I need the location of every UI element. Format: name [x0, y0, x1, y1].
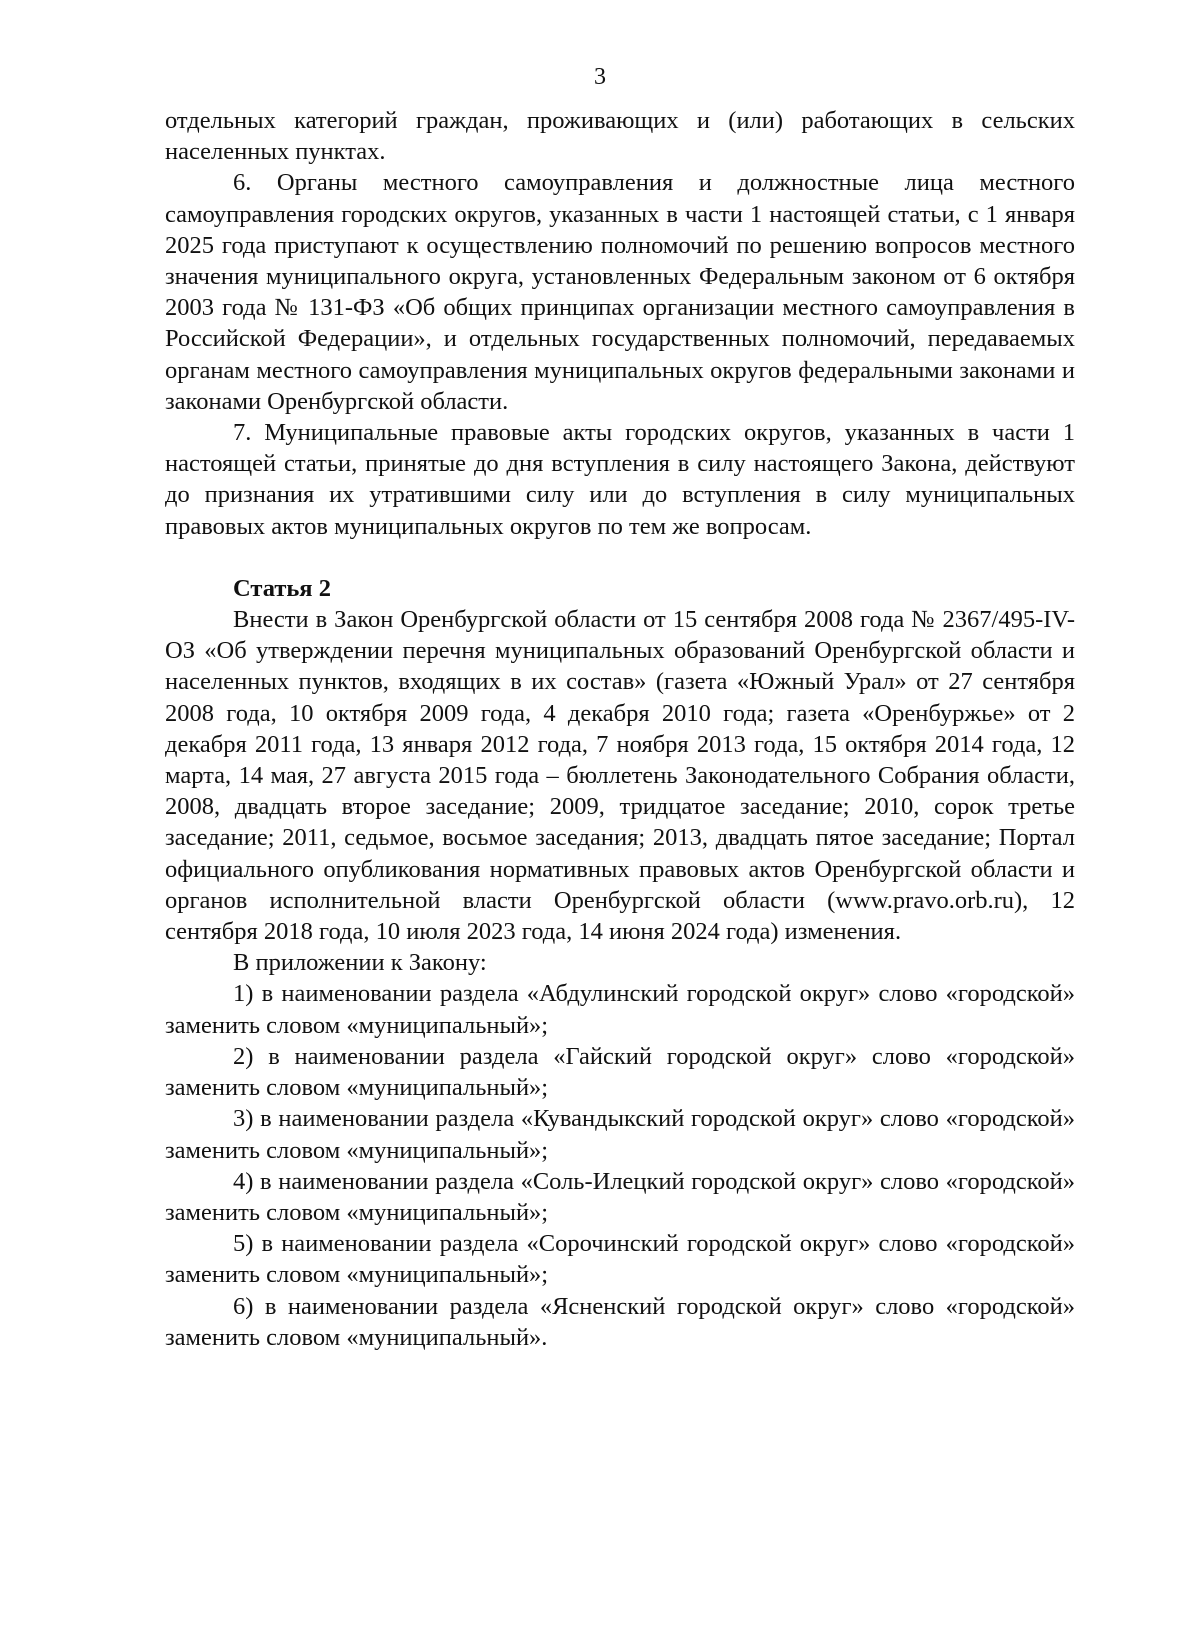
list-item: 2) в наименовании раздела «Гайский городской округ» слово «городской» заменить словом «муниципальный»; — [165, 1042, 1075, 1102]
page-number: 3 — [594, 64, 606, 90]
list-item: 3) в наименовании раздела «Кувандыкский городской округ» слово «городской» заменить словом «муниципальный»; — [165, 1105, 1075, 1164]
paragraph: Внести в Закон Оренбургской области от 15 сентября 2008 года № 2367/495-IV-ОЗ «Об утверждении перечня муниципальных образований Оренбургской области и населенных пунктов, входящих в их состав» (газета «Южный Урал» от 27 сентября 2008 года, 10 октября 2009 года, 4 декабря 2010 года; газета «Оренбуржье» от 2 декабря 2011 года, 13 января 2012 года, 7 ноября 2013 года, 15 октября 2014 года, 12 марта, 14 мая, 27 августа 2015 года – бюллетень Законодательного Собрания области, 2008, двадцать второе заседание; 2009, тридцатое заседание; 2010, сорок третье заседание; 2011, седьмое, восьмое заседания; 2013, двадцать пятое заседание; Портал официального опубликования нормативных правовых актов Оренбургской области и органов исполнительной власти Оренбургской области (www.pravo.orb.ru), 12 сентября 2018 года, 10 июля 2023 года, 14 июня 2024 года) изменения. — [165, 606, 1075, 946]
paragraph: отдельных категорий граждан, проживающих и (или) работающих в сельских населенных пунктах. — [165, 107, 1075, 166]
list-item: 6) в наименовании раздела «Ясненский городской округ» слово «городской» заменить словом «муниципальный». — [165, 1292, 1075, 1351]
paragraph: 6. Органы местного самоуправления и должностные лица местного самоуправления городских округов, указанных в части 1 настоящей статьи, с 1 января 2025 года приступают к осуществлению полномочий по решению вопросов местного значения муниципального округа, установленных Федеральным законом от 6 октября 2003 года № 131-ФЗ «Об общих принципах организации местного самоуправления в Российской Федерации», и отдельных государственных полномочий, передаваемых органам местного самоуправления муниципальных округов федеральными законами и законами Оренбургской области. — [165, 169, 1075, 415]
paragraph: В приложении к Закону: — [233, 949, 487, 977]
paragraph: 7. Муниципальные правовые акты городских округов, указанных в части 1 настоящей статьи, принятые до дня вступления в силу настоящего Закона, действуют до признания их утратившими силу или до вступления в силу муниципальных правовых актов муниципальных округов по тем же вопросам. — [165, 419, 1075, 540]
article-heading: Статья 2 — [233, 574, 331, 602]
list-item: 1) в наименовании раздела «Абдулинский городской округ» слово «городской» заменить словом «муниципальный»; — [165, 980, 1075, 1039]
document-body — [165, 105, 1075, 1353]
list-item: 5) в наименовании раздела «Сорочинский городской округ» слово «городской» заменить словом «муниципальный»; — [165, 1230, 1075, 1289]
list-item: 4) в наименовании раздела «Соль-Илецкий городской округ» слово «городской» заменить словом «муниципальный»; — [165, 1167, 1075, 1226]
